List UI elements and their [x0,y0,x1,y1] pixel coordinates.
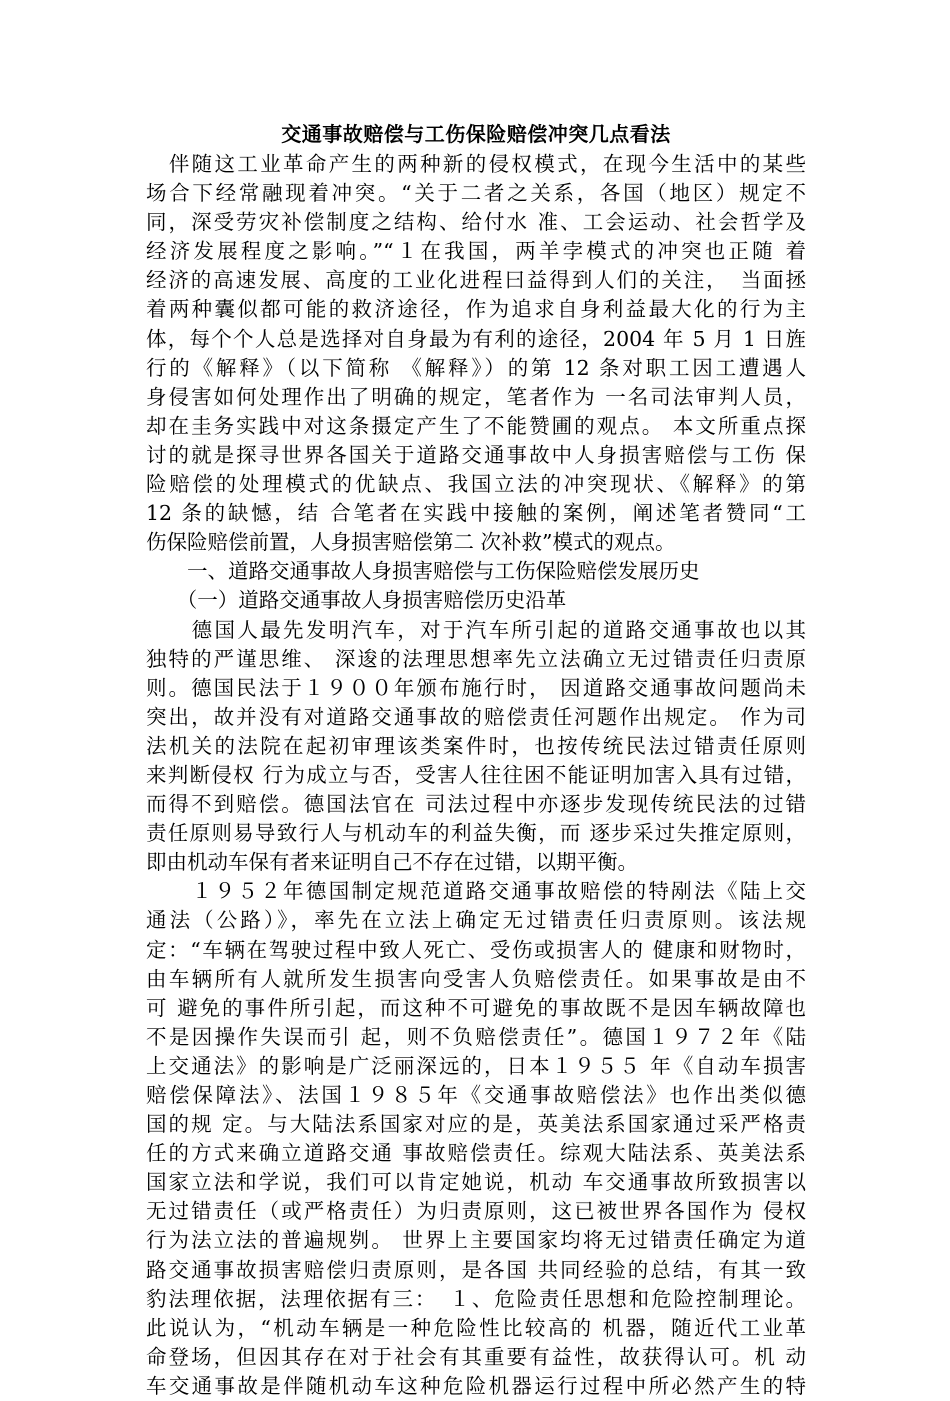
paragraph-line: 通法（公路）》，率先在立法上确定无过错责任归责原则。该法规 [146,908,806,933]
paragraph-line: 场合下经常融现着冲突。“关于二者之关系，各国（地区）规定不 [146,181,806,206]
paragraph-line: 由车辆所有人就所发生损害向受害人负赔偿责任。如果事故是由不 [146,966,806,991]
paragraph-line: 而得不到赔偿。德国法官在 司法过程中亦逐步发现传统民法的过错 [146,792,806,817]
paragraph-line: 独特的严谨思维、 深逡的法理思想率先立法确立无过错责任归责原 [146,646,806,671]
paragraph-line: 国的规 定。与大陆法系国家对应的是，英美法系国家通过采严格责 [146,1112,806,1137]
paragraph-line: 突出，故并没有对道路交通事故的赔偿责任河题作出规定。 作为司 [146,704,806,729]
paragraph-line: 行为法立法的普遍规刿。 世界上主要国家均将无过错责任确定为道 [146,1228,806,1253]
paragraph-line: 责任原则易导致行人与机动车的利益失衡，而 逐步采过失推定原则， [146,821,806,846]
paragraph-line: 德国人最先发明汽车，对于汽车所引起的道路交通事故也以其 [146,617,806,642]
paragraph-line: 伤保险赔偿前置，人身损害赔偿第二 次补救”模式的观点。 [146,530,676,555]
paragraph-line: 来判断侵权 行为成立与否，受害人往往困不能证明加害入具有过错， [146,762,806,787]
paragraph-line: 国家立法和学说，我们可以肯定她说，机动 车交通事故所致损害以 [146,1170,806,1195]
paragraph-line: 行的《解释》（以下简称 《解释》）的第 12 条对职工因工遭遇人 [146,355,806,380]
paragraph-line: 命登场，但因其存在对于社会有其重要有益性，故获得认可。机 动 [146,1344,806,1369]
paragraph-line: 着两种囊似都可能的救济途径，作为追求自身利益最大化的行为主 [146,297,806,322]
paragraph-line: 即由机动车保有者来证明自己不存在过错，以期平衡。 [146,850,638,875]
document-title: 交通事故赔偿与工伤保险赔偿冲突几点看法 [281,122,671,146]
paragraph-line: １９５２年德国制定规范道路交通事故赔偿的特剐法《陆上交 [146,879,806,904]
paragraph-line: 车交通事故是伴随机动车这种危险机器运行过程中所必然产生的特 [146,1373,806,1398]
document-page [146,118,806,1401]
paragraph-line: 无过错责任（或严格责任）为归责原则，这已被世界各国作为 侵权 [146,1199,806,1224]
section-heading-line: （一）道路交通事故人身损害赔偿历史沿革 [146,588,567,613]
paragraph-line: 体，每个个人总是选择对自身最为有利的途径，2004 年 5 月 1 日旌 [146,326,806,351]
paragraph-line: 却在圭务实践中对这条摄定产生了不能赞圃的观点。 本文所重点探 [146,413,806,438]
paragraph-line: 赔偿保障法》、法国１９８５年《交通事故赔偿法》也作出类似德 [146,1083,806,1107]
paragraph-line: 讨的就是探寻世界各国关于道路交通事故中人身损害赔偿与工伤 保 [146,442,806,467]
paragraph-line: 此说认为，“机动车辆是一种危险性比较高的 机器，随近代工业革 [146,1315,806,1340]
paragraph-line: 身侵害如何处理作出了明确的规定，笔者作为 一名司法审判人员， [146,384,806,409]
section-heading-line: 一、道路交通事故人身损害赔偿与工伤保险赔偿发展历史 [146,559,700,584]
paragraph-line: 12 条的缺憾，结 合笔者在实践中接触的案例，阐述笔者赞同“工 [146,501,806,526]
paragraph-line: 任的方式来确立道路交通 事故赔偿责任。综观大陆法系、英美法系 [146,1141,806,1166]
paragraph-line: 险赔偿的处理模式的优缺点、我国立法的冲突现状、《解释》的第 [146,472,806,497]
paragraph-line: 同，深受劳灾补偿制度之结构、给付水 准、工会运动、社会哲学及 [146,210,806,235]
paragraph-line: 路交通事故损害赔偿归责原则，是各国 共同经验的总结，有其一致 [146,1257,806,1282]
paragraph-line: 不是因操作失误而引 起，则不负赔偿责任”。德国１９７２年《陆 [146,1024,806,1049]
paragraph-line: 经济发展程度之影响。”“１在我国，两羊孛模式的冲突也正随 着 [146,239,806,264]
paragraph-line: 伴随这工业革命产生的两种新的侵权模式，在现今生活中的某些 [146,152,806,176]
paragraph-line: 豹法理依据，法理依据有三： １、危险责任思想和危险控制理论。 [146,1286,806,1311]
paragraph-line: 可 避免的事件所引起，而这种不可避免的事故既不是因车辆故障也 [146,995,806,1020]
paragraph-line: 法机关的法院在起初审理该类案件时，也按传统民法过错责任原则 [146,733,806,758]
paragraph-line: 则。德国民法于１９００年颁布施行时， 因道路交通事故问题尚未 [146,675,806,700]
document-body [146,150,806,1401]
paragraph-line: 定：“车辆在驾驶过程中致人死亡、受伤或损害人的 健康和财物时， [146,937,806,962]
paragraph-line: 上交通法》的影响是广泛丽深远的，日本１９５５ 年《自动车损害 [146,1053,806,1078]
paragraph-line: 经济的高速发展、高度的工业化进程曰益得到人们的关注， 当面拯 [146,268,806,293]
